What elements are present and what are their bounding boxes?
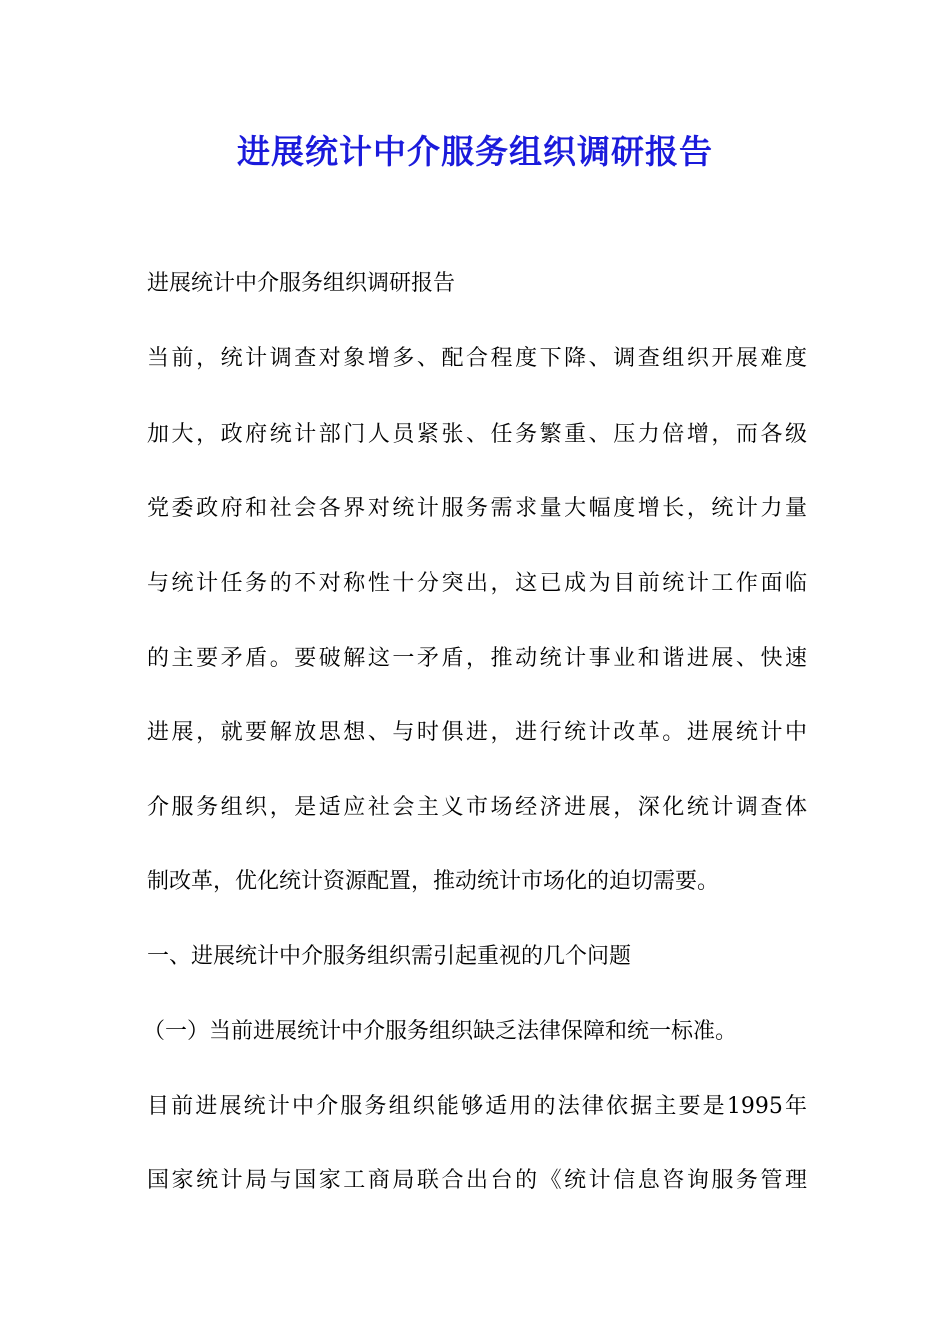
paragraph-line: 介服务组织，是适应社会主义市场经济进展，深化统计调查体 xyxy=(147,795,807,820)
paragraph-line: 进展，就要解放思想、与时俱进，进行统计改革。进展统计中 xyxy=(147,720,807,745)
paragraph-line: 当前，统计调查对象增多、配合程度下降、调查组织开展难度 xyxy=(147,346,807,371)
paragraph-line: 加大，政府统计部门人员紧张、任务繁重、压力倍增，而各级 xyxy=(147,422,807,447)
paragraph-line: 党委政府和社会各界对统计服务需求量大幅度增长，统计力量 xyxy=(147,496,807,521)
paragraph-line: 目前进展统计中介服务组织能够适用的法律依据主要是1995年 xyxy=(147,1094,807,1119)
section-heading: 一、进展统计中介服务组织需引起重视的几个问题 xyxy=(147,944,632,969)
paragraph-line: 与统计任务的不对称性十分突出，这已成为目前统计工作面临 xyxy=(147,571,807,596)
subsection-heading: （一）当前进展统计中介服务组织缺乏法律保障和统一标准。 xyxy=(143,1019,738,1044)
paragraph-line: 进展统计中介服务组织调研报告 xyxy=(147,271,456,296)
paragraph-line: 制改革，优化统计资源配置，推动统计市场化的迫切需要。 xyxy=(147,869,720,894)
paragraph-line: 国家统计局与国家工商局联合出台的《统计信息咨询服务管理 xyxy=(147,1168,807,1193)
document-title: 进展统计中介服务组织调研报告 xyxy=(237,132,713,171)
paragraph-line: 的主要矛盾。要破解这一矛盾，推动统计事业和谐进展、快速 xyxy=(147,646,807,671)
